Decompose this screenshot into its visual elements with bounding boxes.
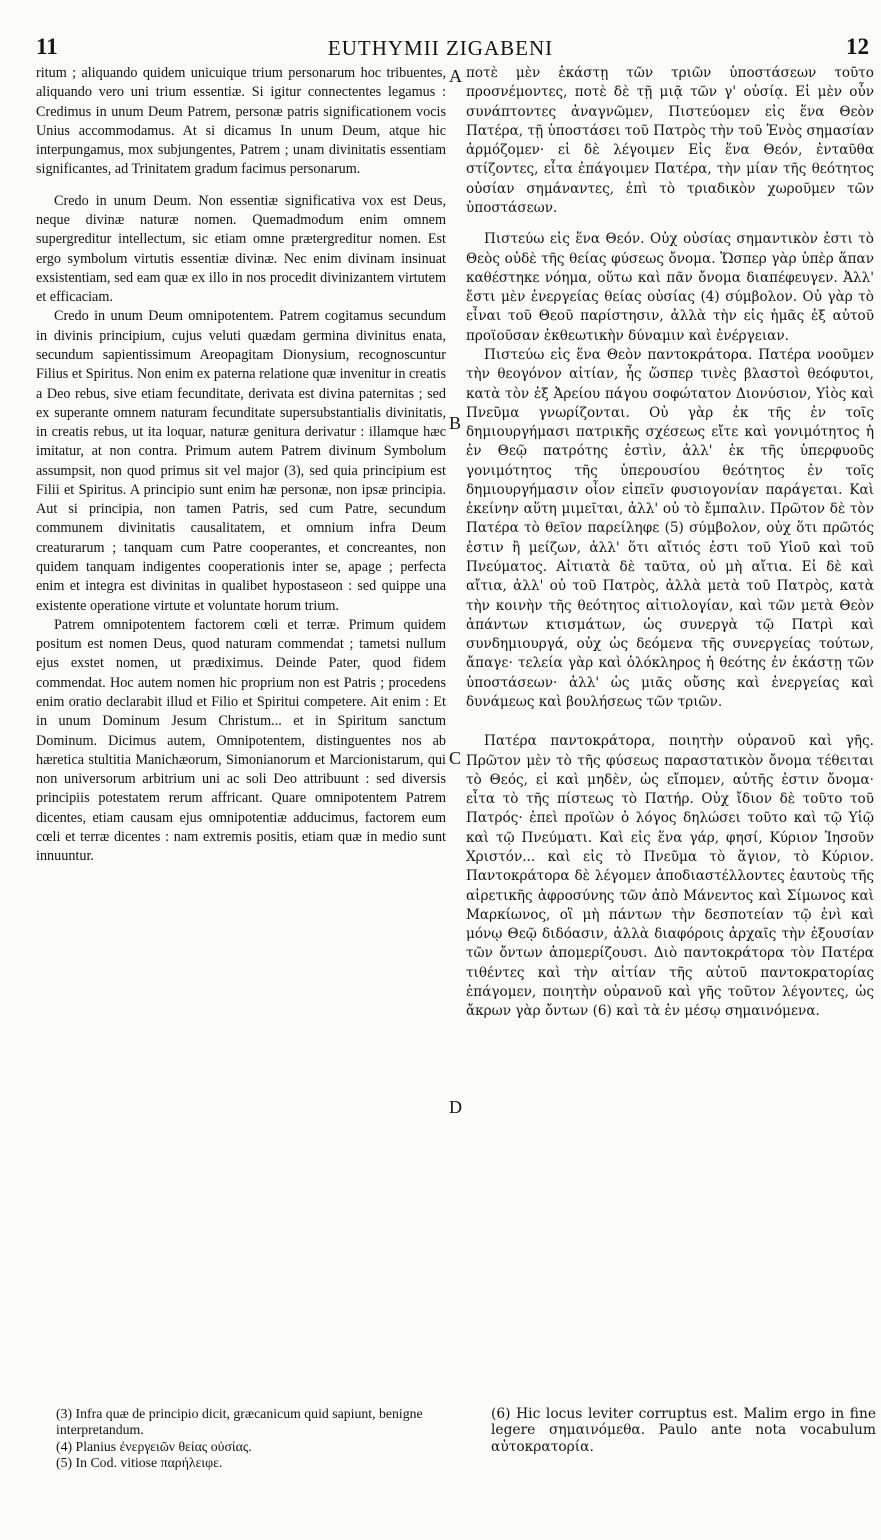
margin-marker-c: C [449,748,462,768]
greek-paragraph-4: Πατέρα παντοκράτορα, ποιητὴν οὐρανοῦ καὶ γῆς. Πρῶτον μὲν τὸ τῆς φύσεως παραστατικὸν ὄνομα τέθειται τὸ Θεός, εἰ καὶ μηδὲν, ὡς εἴπομεν, αὐτῆς ἐστιν ὄνομα· εἶτα τὸ τῆς πίστεως τὸ Πατήρ. Οὐχ ἴδιον δὲ τοῦτο τοῦ Πατρός· ἐπεὶ προϊὼν ὁ λόγος δηλώσει τοῦτο καὶ τῷ Υἱῷ καὶ τῷ Πνεύματι. Καὶ εἰς ἕνα γάρ, φησί, Κύριον Ἰησοῦν Χριστόν... καὶ εἰς τὸ Πνεῦμα τὸ ἅγιον, τὸ Κύριον. Παντοκράτορα δὲ λέγομεν ἀποδιαστέλλοντες ἑαυτοὺς τῆς αἱρετικῆς ἀφροσύνης τῶν ἀπὸ Μάνεντος καὶ Σίμωνος καὶ Μαρκίωνος, οἳ μὴ πάντων τὴν δεσποτείαν τῷ ἑνὶ καὶ μόνῳ Θεῷ διδόασιν, ἀλλὰ διαφόροις ἀρχαῖς τὴν ἐξουσίαν τῶν ὄντων ἀπομερίζουσι. Διὸ παντοκράτορα τὸν Πατέρα τιθέντες καὶ τὴν αἰτίαν τῆς αὐτοῦ παντοκρατορίας ἐπάγομεν, ποιητὴν οὐρανοῦ καὶ γῆς τοῦτον λέγοντες, ὡς ἄκρων γὰρ ὄντων (6) καὶ τὰ ἐν μέσῳ σημαινόμενα. [466,733,874,1020]
greek-paragraph-3: Πιστεύω εἰς ἕνα Θεὸν παντοκράτορα. Πατέρα νοοῦμεν τὴν θεογόνον αἰτίαν, ἧς ὥσπερ τινὲς βλαστοὶ θεόφυτοι, κατὰ τὸν ἐξ Ἀρείου πάγου σοφώτατον Διονύσιον, Υἱὸς καὶ Πνεῦμα γνωρίζονται. Οὐ γὰρ ἐκ τῆς ἐν τοῖς δημιουργήμασι πατρικῆς σχέσεως εἴτε καὶ γονιμότητος ἡ ἐν Θεῷ πατρότης ἐστὶν, ἀλλ' ἐκ τῆς ὑπερφυοῦς γονιμότητος τῆς ὑπερουσίου θεότητος ἐν τοῖς δημιουργήμασιν οἷον εἰπεῖν φυσιογονίαν παράγεται. Καὶ ἐκείνην αὕτη μιμεῖται, ἀλλ' οὐ τὸ ἔμπαλιν. Πρῶτον δὲ τὸν Πατέρα τὸ θεῖον παρείληφε (5) σύμβολον, οὐχ ὅτι πρῶτός ἐστιν ἢ μείζων, ἀλλ' ὅτι αἴτιός ἐστι τοῦ Υἱοῦ καὶ τοῦ Πνεύματος. Αἰτιατὰ δὲ ταῦτα, οὐ μὴ αἴτια. Εἰ δὲ καὶ αἴτια, ἀλλ' οὐ τοῦ Πατρὸς, ἀλλὰ μετὰ τοῦ Πατρὸς, κατὰ τὴν κοινὴν τῆς θεότητος αἰτιολογίαν, καὶ τῶν μετὰ Θεὸν ἁπάντων κτισμάτων, ὡς συνεργὰ τῷ Πατρὶ καὶ συνδημιουργά, οὐχ ὡς δεόμενα τῆς συνεργείας τούτων, ἄπαγε· τελεία γὰρ καὶ ὁλόκληρος ἡ θεότης ἐν ἑκάστῃ τῶν ὑποστάσεων· ἀλλ' ὡς μιᾶς οὔσης καὶ ἐνεργείας καὶ δυνάμεως καὶ βουλήσεως τῶν τριῶν. [466,346,874,710]
footnote-6: (6) Hic locus leviter corruptus est. Malim ergo in fine legere σημαινόμεθα. Paulo ante nota vocabulum αὐτοκρατορία. [491,1406,876,1455]
latin-paragraph-2: Credo in unum Deum. Non essentiæ significativa vox est Deus, neque divinæ naturæ nomen. Quemadmodum enim omnem supergreditur intellectum, sic etiam omne prætergreditur nomen. Est ergo symbolum virtutis essentiæ divinæ. Nec enim divinam insinuat exsistentiam, sed eam quæ ex illo in nos procedit divinizantem virtutem et efficaciam. [36,192,446,306]
margin-marker-a: A [449,66,462,86]
margin-marker-d: D [449,1097,462,1117]
footnote-3: (3) Infra quæ de principio dicit, græcanicum quid sapiunt, benigne interpretandum. [56,1406,423,1438]
footnote-4: (4) Planius ἐνεργειῶν θείας οὐσίας. [56,1438,252,1454]
page-number-right: 12 [846,34,869,59]
greek-paragraph-1: ποτὲ μὲν ἑκάστῃ τῶν τριῶν ὑποστάσεων τοῦτο προσνέμοντες, ποτὲ δὲ τῇ μιᾷ τῶν γ' οὐσίᾳ. Εἰ μὲν οὖν συνάπτοντες ἀναγνῶμεν, Πιστεύομεν εἰς ἕνα Θεὸν Πατέρα, τῇ ὑποστάσει τοῦ Πατρὸς τὴν τοῦ Ἑνὸς σημασίαν ἁρμόζομεν· εἰ δὲ λέγοιμεν Εἰς ἕνα Θεόν, ἐνταῦθα στίζοντες, εἶτα ἐπάγοιμεν Πατέρα, τὴν μίαν τῆς θεότητος οὐσίαν σημάναντες, ἐπὶ τὸ τριαδικὸν χωροῦμεν τῶν ὑποστάσεων. [466,65,874,216]
greek-column [466,64,874,1022]
running-title: EUTHYMII ZIGABENI [327,36,554,60]
running-header [0,34,881,64]
latin-paragraph-3: Credo in unum Deum omnipotentem. Patrem cogitamus secundum in divinis principium, cujus veluti quædam germina divinitus enata, secundum sapientissimum Areopagitam Dionysium, recognoscuntur Filius et Spiritus. Non enim ex paterna relatione quæ invenitur in creatis a Deo rebus, sive etiam fecunditate, derivata est divina paternitas ; sed ex superante omnem naturam fecunditate supersubstantialis divinitatis, in creatis rebus, ut ita loquar, naturæ genitura derivatur : illamque hæc imitatur, at non contra. Primum autem Patrem divinum Symbolum assumpsit, non quod primus sit vel major (3), sed quia principium est Filii et Spiritus. A principio sunt enim hæ personæ, non ipsæ principia. Aut si principia, non tamen Patris, sed cum Patre, secundum communem divinitatis causalitatem, et omnium infra Deum creaturarum ; tanquam cum Patre cooperantes, et concreantes, non quidem tanquam indigentes cooperationis inter se, apage ; perfecta enim et integra est divinitas in qualibet hypostaseon : sed quippe una existente operatione virtute et voluntate horum trium. [36,308,446,614]
latin-paragraph-4: Patrem omnipotentem factorem cœli et terræ. Primum quidem positum est nomen Deus, quod naturam commendat ; tametsi nullum ejus exstet nomen, ut prædiximus. Deinde Pater, quod fidem commendat. Hoc autem nomen hic proprium non est Patris ; procedens enim oratio declarabit illud et Filio et Spiritui competere. Ait enim : Et in unum Dominum Jesum Christum... et in Spiritum sanctum Dominum. Dicimus autem, Omnipotentem, distinguentes nos ab hæretica stultitia Manichæorum, Simonianorum et Marcionistarum, qui non universorum arbitrium uni ac soli Deo attribuunt : sed diversis principiis potestatem rerum affricant. Quare omnipotentem Patrem dicentes, etiam causam ejus omnipotentiæ adducimus, factorem eum cœli et terræ dicentes : nam extremis positis, etiam quæ in medio sunt innuuntur. [36,616,446,865]
footnotes-left [56,1406,456,1472]
latin-column [36,64,446,867]
latin-paragraph-1: ritum ; aliquando quidem unicuique trium personarum hoc tribuentes, aliquando vero uni trium essentiæ. Si igitur connectentes legamus : Credimus in unum Deum Patrem, personæ patris significationem vocis Unius accommodamus. At si dicamus In unum Deum, atque hic interpungamus, mox subjungentes, Patrem ; unam divinitatis essentiam significantes, ad Trinitatem gradum facimus personarum. [36,65,446,178]
page-number-left: 11 [36,34,58,59]
footnote-5: (5) In Cod. vitiose παρήλειφε. [56,1455,223,1471]
margin-marker-b: B [449,413,462,433]
greek-paragraph-2: Πιστεύω εἰς ἕνα Θεόν. Οὐχ οὐσίας σημαντικὸν ἐστι τὸ Θεὸς οὐδὲ τῆς θείας φύσεως ὄνομα. Ὥσπερ γὰρ ὑπὲρ ἅπαν καθέστηκε νόημα, οὕτω καὶ πᾶν ὄνομα διαπέφευγεν. Ἀλλ' ἔστι μὲν ἐνεργείας θείας οὐσίας (4) σύμβολον. Οὐ γὰρ τὸ εἶναι τοῦ Θεοῦ παρίστησιν, ἀλλὰ τὴν εἰς ἡμᾶς ἐξ αὐτοῦ προϊοῦσαν ἐκθεωτικὴν δύναμιν καὶ ἐνέργειαν. [466,231,874,344]
footnotes-right [491,1406,876,1455]
